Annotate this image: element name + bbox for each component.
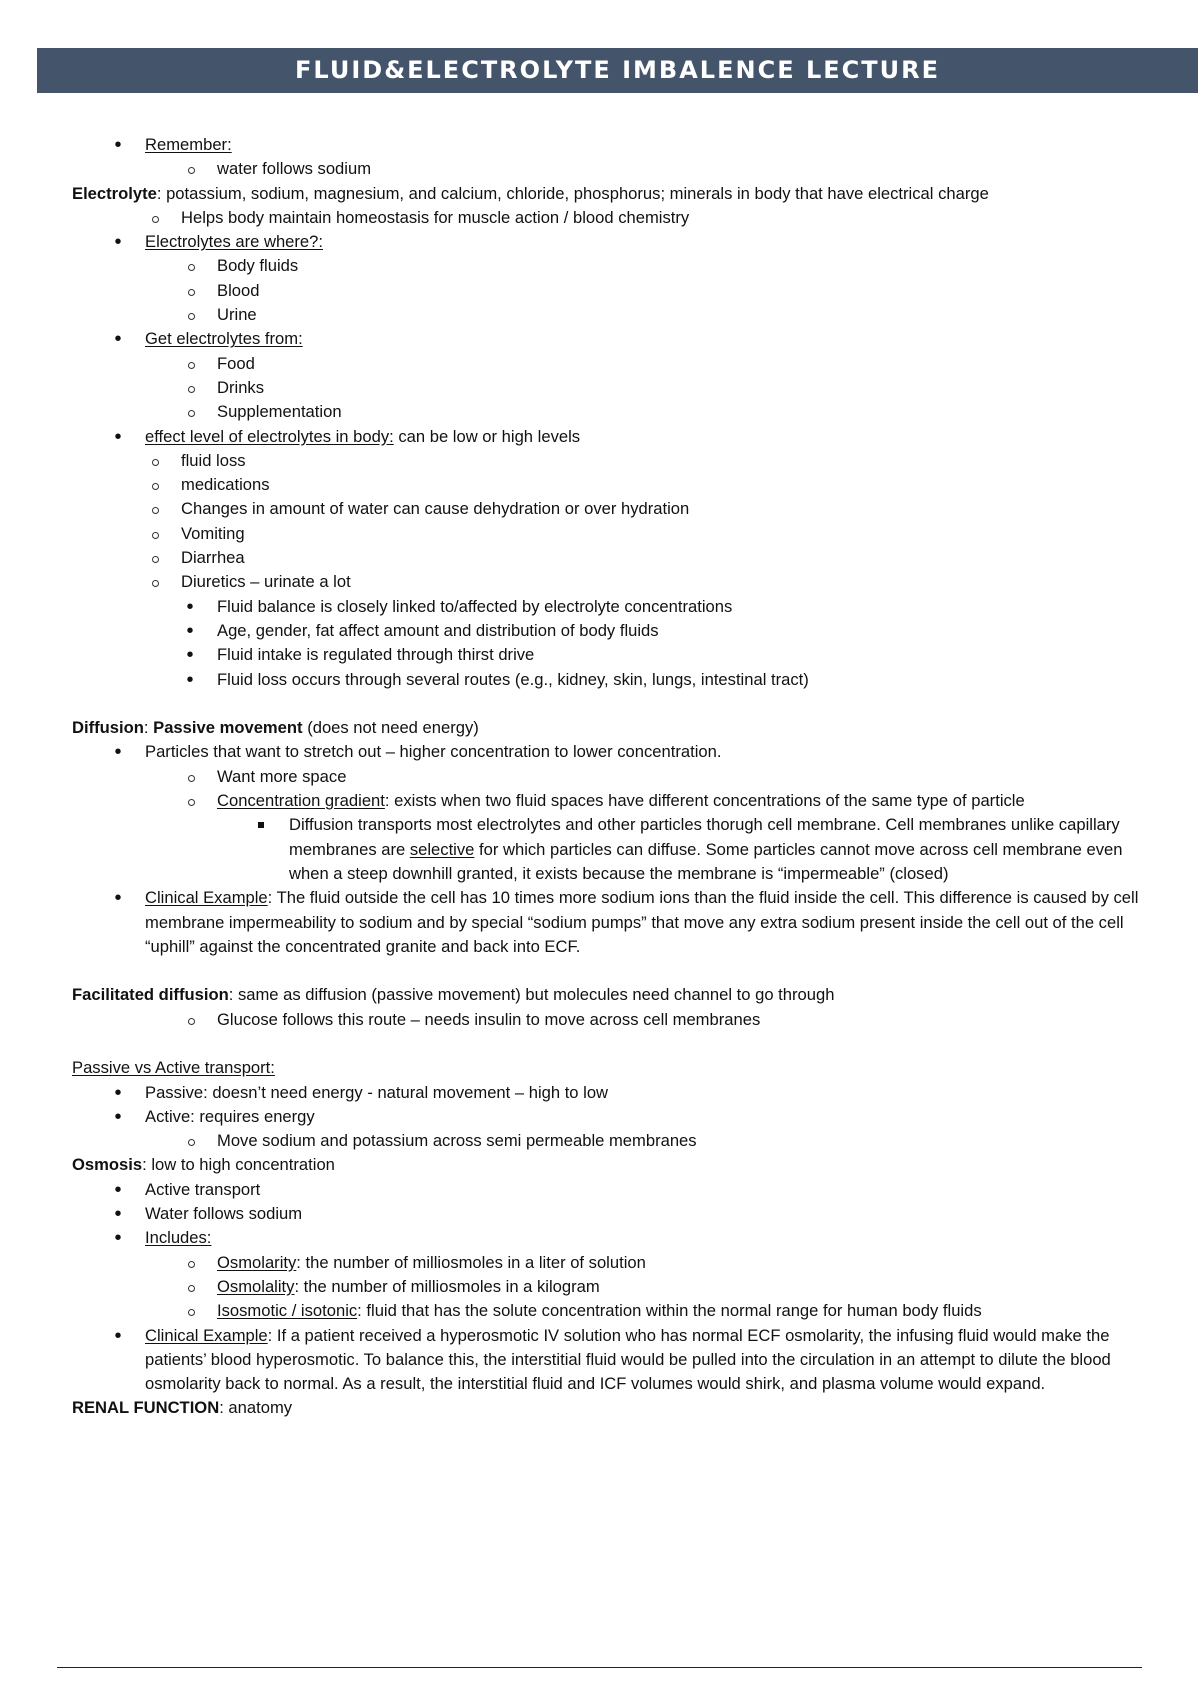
bullet-icon: • [186,668,194,691]
bullet-icon: • [114,741,122,764]
circle-bullet-icon [188,264,195,271]
circle-bullet-icon [152,483,159,490]
renal-function-heading: RENAL FUNCTION: anatomy [72,1398,293,1418]
circle-bullet-icon [188,289,195,296]
list-item: Changes in amount of water can cause dehydration or over hydration [181,497,1200,521]
circle-bullet-icon [188,313,195,320]
bullet-icon: • [114,1178,122,1201]
facilitated-diffusion-heading: Facilitated diffusion: same as diffusion (passive movement) but molecules need channel to go through [72,985,835,1005]
electrolyte-definition: Electrolyte: potassium, sodium, magnesium, and calcium, chloride, phosphorus; minerals in body that have electrical charge [72,183,989,203]
bullet-icon: • [114,1227,122,1250]
list-item: • effect level of electrolytes in body: can be low or high levels [145,425,1200,449]
square-bullet-icon [258,822,264,828]
list-item: • Particles that want to stretch out – higher concentration to lower concentration. [145,740,1200,764]
list-item: Concentration gradient: exists when two fluid spaces have different concentrations of the same type of particle [217,789,1200,813]
list-item: Blood [217,279,1200,303]
list-item: Osmolality: the number of milliosmoles in a kilogram [217,1275,1200,1299]
list-item: • Includes: [145,1226,1200,1250]
list-item: water follows sodium [217,157,1200,181]
circle-bullet-icon [152,580,159,587]
circle-bullet-icon [152,216,159,223]
circle-bullet-icon [152,459,159,466]
circle-bullet-icon [152,532,159,539]
list-item: Urine [217,303,1200,327]
circle-bullet-icon [188,1285,195,1292]
circle-bullet-icon [152,507,159,514]
list-item: Drinks [217,376,1200,400]
list-item: • Age, gender, fat affect amount and distribution of body fluids [217,619,1200,643]
list-item: • Water follows sodium [145,1202,1200,1226]
list-item: • Get electrolytes from: [145,327,1200,351]
list-item: • Electrolytes are where?: [145,230,1200,254]
circle-bullet-icon [188,1309,195,1316]
lecture-notes [0,133,1200,1421]
list-item: Supplementation [217,400,1200,424]
list-item: Food [217,352,1200,376]
list-item: • Clinical Example: If a patient received a hyperosmotic IV solution who has normal ECF osmolarity, the infusing fluid would make the patients’ blood hyperosmotic. To balance this, the interstitial fluid would be pulled into the circulation in an attempt to dilute the blood osmolarity back to normal. As a result, the interstitial fluid and ICF volumes would shirk, and plasma volume would expand. [145,1324,1145,1397]
bullet-icon: • [114,1324,122,1347]
circle-bullet-icon [188,775,195,782]
list-item: • Active transport [145,1178,1200,1202]
list-item: medications [181,473,1200,497]
list-item: • Fluid intake is regulated through thirst drive [217,643,1200,667]
list-item: • Fluid balance is closely linked to/affected by electrolyte concentrations [217,595,1200,619]
transport-heading: Passive vs Active transport: [72,1058,275,1078]
bullet-icon: • [186,619,194,642]
page-title-banner: FLUID&ELECTROLYTE IMBALENCE LECTURE [37,48,1198,93]
list-item: • Passive: doesn’t need energy - natural movement – high to low [145,1081,1200,1105]
list-item: Body fluids [217,254,1200,278]
list-item [114,133,1200,157]
footer-divider [57,1667,1142,1668]
list-item: • Fluid loss occurs through several routes (e.g., kidney, skin, lungs, intestinal tract) [217,668,1200,692]
bullet-icon: • [114,1203,122,1226]
list-item: • Active: requires energy [145,1105,1200,1129]
bullet-icon: • [186,644,194,667]
circle-bullet-icon [188,1018,195,1025]
list-item: Diarrhea [181,546,1200,570]
list-item: Diffusion transports most electrolytes and other particles thorugh cell membrane. Cell membranes unlike capillary membranes are selective for which particles can diffuse. Some particles cannot move across cell membrane even when a steep downhill granted, it exists because the membrane is “impermeable” (closed) [289,813,1149,886]
bullet-icon: • [114,1105,122,1128]
list-item: • Clinical Example: The fluid outside the cell has 10 times more sodium ions than the fluid inside the cell. This difference is caused by cell membrane impermeability to sodium and by special “sodium pumps” that move any extra sodium present inside the cell out of the cell “uphill” against the concentrated granite and back into ECF. [145,886,1145,959]
diffusion-heading: Diffusion: Passive movement (does not need energy) [72,718,479,738]
bullet-icon: • [114,231,122,254]
list-item: Diuretics – urinate a lot [181,570,1200,594]
list-item: Move sodium and potassium across semi permeable membranes [217,1129,1200,1153]
list-item: fluid loss [181,449,1200,473]
bullet-icon: • [114,887,122,910]
bullet-icon: • [114,328,122,351]
list-item: Osmolarity: the number of milliosmoles in a liter of solution [217,1251,1200,1275]
circle-bullet-icon [188,1139,195,1146]
list-item: Isosmotic / isotonic: fluid that has the solute concentration within the normal range for human body fluids [217,1299,1200,1323]
circle-bullet-icon [188,1261,195,1268]
osmosis-heading: Osmosis: low to high concentration [72,1155,335,1175]
list-item: Vomiting [181,522,1200,546]
bullet-icon: • [186,595,194,618]
circle-bullet-icon [188,799,195,806]
circle-bullet-icon [152,556,159,563]
list-item: Want more space [217,765,1200,789]
list-item: Helps body maintain homeostasis for muscle action / blood chemistry [181,206,1200,230]
circle-bullet-icon [188,410,195,417]
bullet-icon: • [114,134,122,156]
list-item: Glucose follows this route – needs insulin to move across cell membranes [217,1008,1200,1032]
remember-label: Remember: [145,135,232,154]
circle-bullet-icon [188,362,195,369]
bullet-icon: • [114,425,122,448]
circle-bullet-icon [188,167,195,174]
bullet-icon: • [114,1081,122,1104]
circle-bullet-icon [188,386,195,393]
